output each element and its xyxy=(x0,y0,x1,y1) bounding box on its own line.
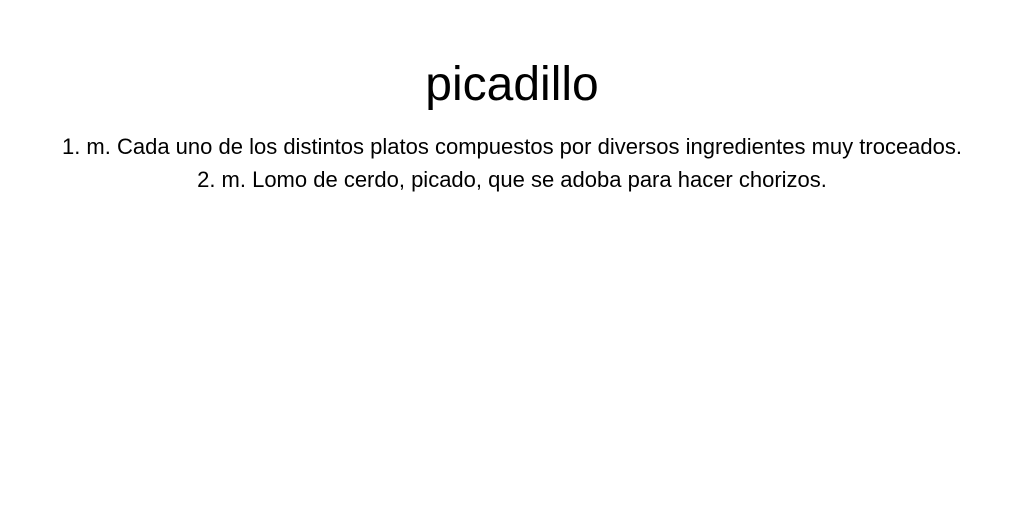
definition-item: 2. m. Lomo de cerdo, picado, que se adoba para hacer chorizos. xyxy=(197,167,827,192)
definition-list xyxy=(50,128,974,198)
definition-item: 1. m. Cada uno de los distintos platos compuestos por diversos ingredientes muy troceados. xyxy=(61,134,963,159)
headword: picadillo xyxy=(425,58,599,111)
